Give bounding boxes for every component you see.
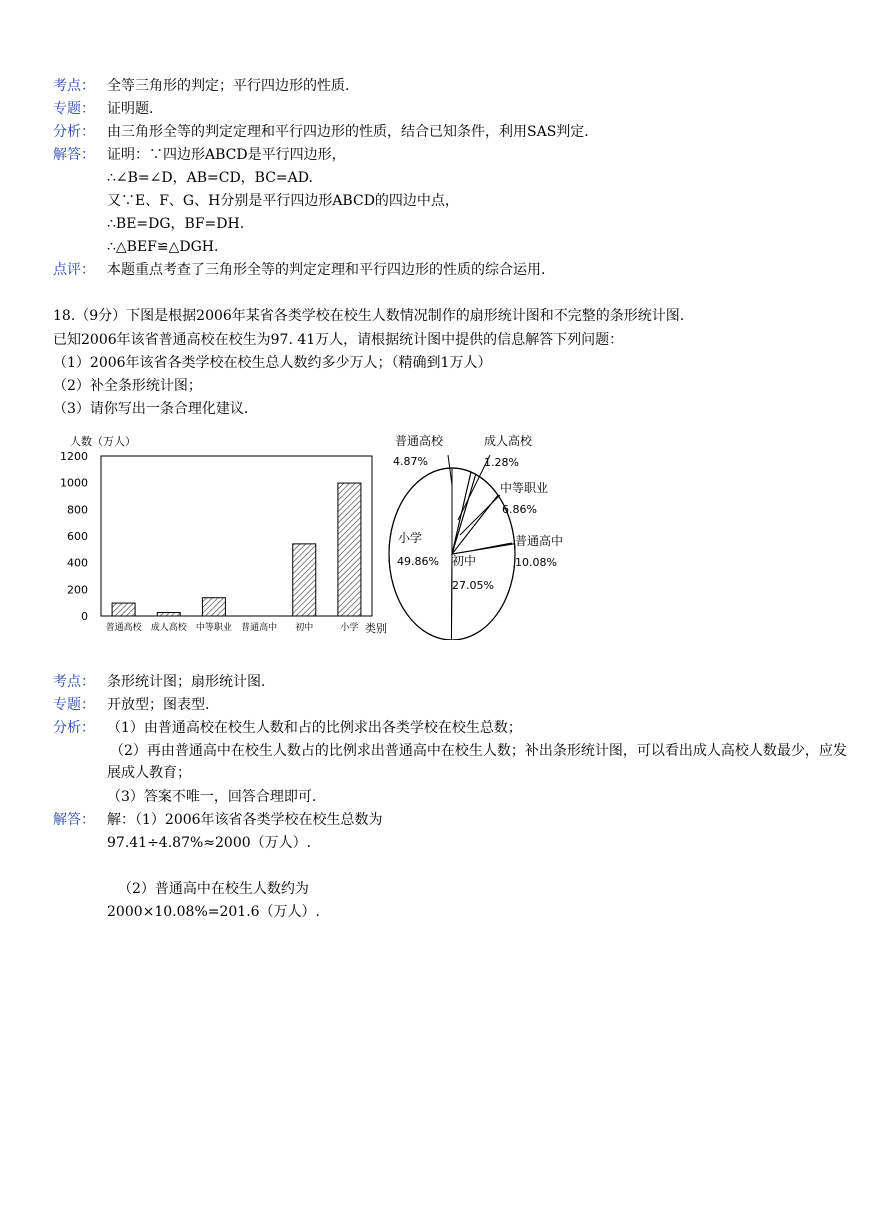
kaodian-text: 全等三角形的判定；平行四边形的性质. <box>107 78 350 94</box>
pie-percent-label: 4.87% <box>393 455 428 468</box>
bar-1 <box>157 613 180 616</box>
fenxi-label: 分析： <box>53 124 95 140</box>
jieda-line: 97.41÷4.87%≈2000（万人）. <box>107 835 312 851</box>
dianping-label: 点评： <box>53 262 95 278</box>
pie-percent-label: 10.08% <box>515 556 557 569</box>
bar-category-label: 普通高校 <box>105 623 142 633</box>
kaodian-label: 考点： <box>53 674 95 690</box>
fenxi-row <box>53 122 589 142</box>
pie-slice-label: 成人高校 <box>484 434 533 448</box>
pie-slice-label: 小学 <box>398 531 423 545</box>
dianping-row <box>53 260 545 280</box>
jieda-label: 解答： <box>53 147 95 163</box>
bar-chart <box>60 434 387 635</box>
jieda-row <box>53 145 346 165</box>
jieda-line: 2000×10.08%=201.6（万人）. <box>107 904 321 920</box>
jieda-line: 解：（1）2006年该省各类学校在校生总数为 <box>107 812 383 828</box>
jieda-label: 解答： <box>53 812 95 828</box>
bar-category-label: 初中 <box>295 623 314 633</box>
zhuanti-row <box>53 695 209 715</box>
pie-chart <box>389 433 563 640</box>
bar-x-axis-title: 类别 <box>365 622 387 635</box>
dianping-text: 本题重点考查了三角形全等的判定定理和平行四边形的性质的综合运用. <box>107 262 546 278</box>
jieda-line: 证明：∵四边形ABCD是平行四边形， <box>107 147 346 163</box>
fenxi-label: 分析： <box>53 720 95 736</box>
pie-percent-label: 49.86% <box>397 555 439 568</box>
bar-y-tick-label: 200 <box>67 583 88 597</box>
zhuanti-row <box>53 99 153 119</box>
fenxi-row <box>53 718 522 738</box>
jieda-line: ∴△BEF≌△DGH. <box>107 239 219 255</box>
bar-4 <box>293 544 316 616</box>
bar-category-label: 小学 <box>340 623 359 633</box>
bar-y-tick-label: 800 <box>67 503 88 517</box>
question-line: （3）请你写出一条合理化建议. <box>53 401 249 417</box>
bar-2 <box>202 598 225 616</box>
pie-slice-label: 初中 <box>452 554 477 568</box>
zhuanti-text: 开放型；图表型. <box>107 697 210 713</box>
fenxi-line: （3）答案不唯一，回答合理即可. <box>107 789 317 805</box>
kaodian-text: 条形统计图；扇形统计图. <box>107 674 266 690</box>
bar-category-label: 中等职业 <box>195 623 232 633</box>
kaodian-label: 考点： <box>53 78 95 94</box>
pie-percent-label: 6.86% <box>502 503 537 516</box>
statistics-figure <box>0 425 869 640</box>
bar-plot-frame <box>101 456 372 616</box>
bar-y-tick-label: 600 <box>67 530 88 543</box>
pie-percent-label: 1.28% <box>484 456 519 469</box>
pie-slice-label: 普通高中 <box>515 534 564 548</box>
jieda-line: （2）普通高中在校生人数约为 <box>118 881 309 897</box>
jieda-line: ∴∠B=∠D，AB=CD，BC=AD. <box>107 170 313 186</box>
bar-5 <box>338 483 361 616</box>
bar-y-axis-title: 人数（万人） <box>70 435 136 448</box>
bar-y-tick-label: 1000 <box>60 476 88 490</box>
pie-percent-label: 27.05% <box>452 579 494 592</box>
bar-category-label: 成人高校 <box>150 623 187 633</box>
bar-category-label: 普通高中 <box>241 623 278 633</box>
kaodian-row <box>53 672 265 692</box>
question-line: （2）补全条形统计图； <box>53 378 202 394</box>
jieda-row <box>53 810 383 830</box>
kaodian-row <box>53 76 349 96</box>
question-line: （1）2006年该省各类学校在校生总人数约多少万人；（精确到1万人） <box>53 355 492 371</box>
pie-slice-label: 普通高校 <box>395 434 444 448</box>
fenxi-paragraph: （2）再由普通高中在校生人数占的比例求出普通高中在校生人数；补出条形统计图，可以看出成人高校人数最少，应发展成人教育； <box>107 743 847 781</box>
zhuanti-text: 证明题. <box>107 101 154 117</box>
bar-y-tick-label: 400 <box>67 556 88 570</box>
bar-y-tick-label: 0 <box>81 610 88 623</box>
zhuanti-label: 专题： <box>53 697 95 713</box>
jieda-line: ∴BE=DG，BF=DH. <box>107 216 245 232</box>
zhuanti-label: 专题： <box>53 101 95 117</box>
bar-y-tick-label: 1200 <box>60 450 88 463</box>
jieda-line: 又∵E、F、G、H分别是平行四边形ABCD的四边中点， <box>107 193 459 209</box>
bar-0 <box>112 603 135 616</box>
pie-slice-label: 中等职业 <box>500 481 549 495</box>
question-line: 18.（9分）下图是根据2006年某省各类学校在校生人数情况制作的扇形统计图和不完整的条形统计图. <box>53 308 685 324</box>
fenxi-text: （1）由普通高校在校生人数和占的比例求出各类学校在校生总数； <box>107 720 522 736</box>
fenxi-text: 由三角形全等的判定定理和平行四边形的性质，结合已知条件，利用SAS判定. <box>107 124 589 140</box>
question-line: 已知2006年该省普通高校在校生为97. 41万人，请根据统计图中提供的信息解答下列问题： <box>53 332 624 348</box>
